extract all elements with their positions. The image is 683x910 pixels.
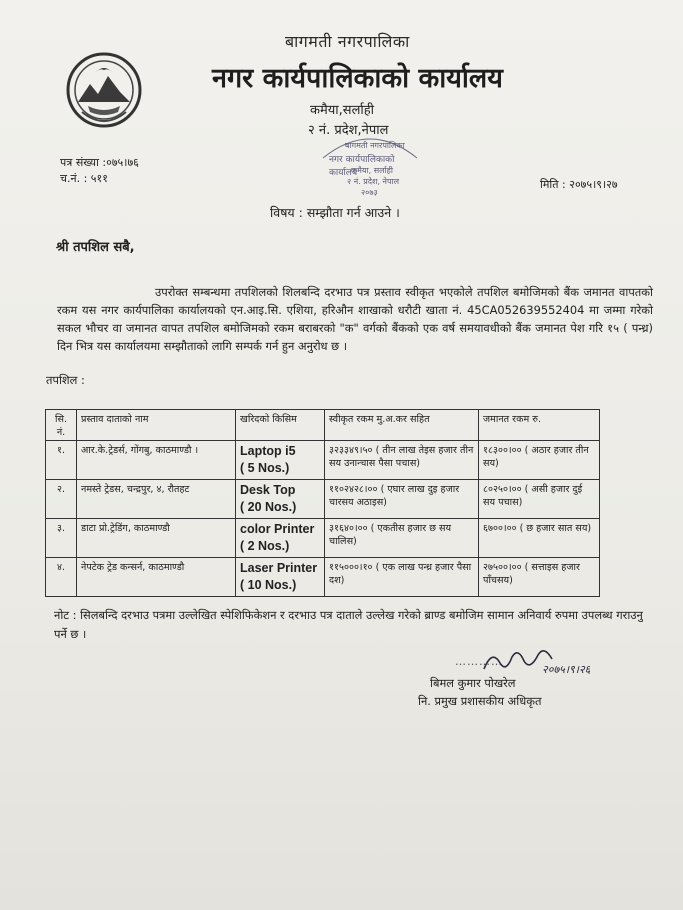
item-name: Laser Printer [240, 561, 318, 575]
cell-serial: १. [46, 441, 77, 480]
note-text: नोट : सिलबन्दि दरभाउ पत्रमा उल्लेखित स्पेशिफिकेशन र दरभाउ पत्र दाताले उल्लेख गरेको ब्राण्ड बमोजिम सामान अनिवार्य रुपमा उपलब्ध गराउनु पर्ने छ । [54, 608, 643, 641]
table-row [46, 519, 600, 558]
dispatch-number: च.नं. : ५११ [60, 172, 108, 185]
item-name: Desk Top [240, 483, 296, 497]
table-row [46, 558, 600, 597]
handwritten-signature [480, 643, 590, 679]
signer-name: बिमल कुमार पोखरेल [430, 676, 516, 690]
cell-amount: ३२३३४९।५० ( तीन लाख तेइस हजार तीन सय उनान्चास पैसा पचास) [325, 441, 479, 480]
signature-date: २०७५।९।२६ [542, 663, 590, 676]
table-row [46, 480, 600, 519]
cell-item [236, 519, 325, 558]
stamp-line-2: नगर कार्यपालिकाको कार्यालय [329, 155, 395, 178]
cell-guarantee: १८३००।०० ( अठार हजार तीन सय) [479, 441, 600, 480]
cell-amount: ११५०००।१० ( एक लाख पन्ध्र हजार पैसा दश) [325, 558, 479, 597]
header-item: खरिदको किसिम [236, 410, 325, 441]
item-qty: ( 5 Nos.) [240, 461, 290, 475]
item-name: Laptop i5 [240, 444, 296, 458]
signer-title: नि. प्रमुख प्रशासकीय अधिकृत [418, 694, 542, 708]
address-line-1: कमैया,सर्लाही [310, 103, 375, 118]
item-qty: ( 2 Nos.) [240, 539, 290, 553]
cell-bidder: डाटा प्रो.ट्रेडिंग, काठमाण्डौ [77, 519, 236, 558]
stamp-line-3: कमैया, सर्लाही [351, 166, 393, 175]
item-qty: ( 10 Nos.) [240, 578, 297, 592]
cell-item [236, 558, 325, 597]
table-header-row [46, 410, 600, 441]
stamp-line-5: २०७३ [361, 188, 378, 197]
item-qty: ( 20 Nos.) [240, 500, 297, 514]
municipality-name: बागमती नगरपालिका [285, 32, 410, 51]
cell-guarantee: २७५००।०० ( सत्ताइस हजार पाँचसय) [479, 558, 600, 597]
bid-items-table [45, 409, 600, 597]
header-serial: सि. नं. [46, 410, 77, 441]
signature-dots: ………… [455, 655, 503, 668]
stamp-line-4: २ नं. प्रदेश, नेपाल [347, 177, 400, 186]
cell-amount: ११०२४२८।०० ( एघार लाख दुइ हजार चारसय अठाइस) [325, 480, 479, 519]
item-name: color Printer [240, 522, 315, 536]
letter-body: उपरोक्त सम्बन्धमा तपशिलको शिलबन्दि दरभाउ पत्र प्रस्ताव स्वीकृत भएकोले तपशिल बमोजिमको बैंक जमानत वापतको रकम यस नगर कार्यपालिका कार्यालयको एन.आइ.सि. एशिया, हरिऔन शाखाको धरौटी खाता नं. 45CA052639552404 मा जम्मा गरेको सकल भौचर वा जमानत वापत तपशिल बमोजिमको रकम बराबरको "क" वर्गको बैंकको एक वर्ष समयावधीको बैंक जमानत पेश गरि १५ ( पन्ध्र) दिन भित्र यस कार्यालयमा सम्झौताको लागि सम्पर्क गर्न हुन अनुरोध छ । [57, 285, 653, 353]
tapsil-label: तपशिल : [46, 373, 85, 387]
cell-serial: ३. [46, 519, 77, 558]
cell-item [236, 480, 325, 519]
cell-bidder: नमस्ते ट्रेडस, चन्द्रपुर, ४, रौतहट [77, 480, 236, 519]
cell-serial: २. [46, 480, 77, 519]
cell-item [236, 441, 325, 480]
letter-subject: विषय : सम्झौता गर्न आउने । [270, 205, 400, 220]
header-amount: स्वीकृत रकम मु.अ.कर सहित [325, 410, 479, 441]
table-row [46, 441, 600, 480]
stamp-line-1: बागमती नगरपालिका [345, 141, 405, 150]
office-stamp [315, 128, 425, 212]
salutation: श्री तपशिल सबै, [56, 240, 135, 255]
header-bidder: प्रस्ताव दाताको नाम [77, 410, 236, 441]
header-guarantee: जमानत रकम रु. [479, 410, 600, 441]
letter-number: पत्र संख्या :०७५।७६ [60, 156, 139, 169]
cell-guarantee: ६७००।०० ( छ हजार सात सय) [479, 519, 600, 558]
address-line-2: २ नं. प्रदेश,नेपाल [308, 123, 389, 138]
letter-date: मिति : २०७५।९।२७ [540, 178, 618, 191]
cell-guarantee: ८०२५०।०० ( असी हजार दुई सय पचास) [479, 480, 600, 519]
cell-serial: ४. [46, 558, 77, 597]
cell-amount: ३१६४०।०० ( एकतीस हजार छ सय चालिस) [325, 519, 479, 558]
cell-bidder: आर.के.ट्रेडर्स, गोंगबु, काठमाण्डौ । [77, 441, 236, 480]
cell-bidder: नेपटेक ट्रेड कन्सर्न, काठमाण्डौ [77, 558, 236, 597]
office-name: नगर कार्यपालिकाको कार्यालय [212, 63, 503, 94]
nepal-emblem-logo [64, 50, 144, 130]
